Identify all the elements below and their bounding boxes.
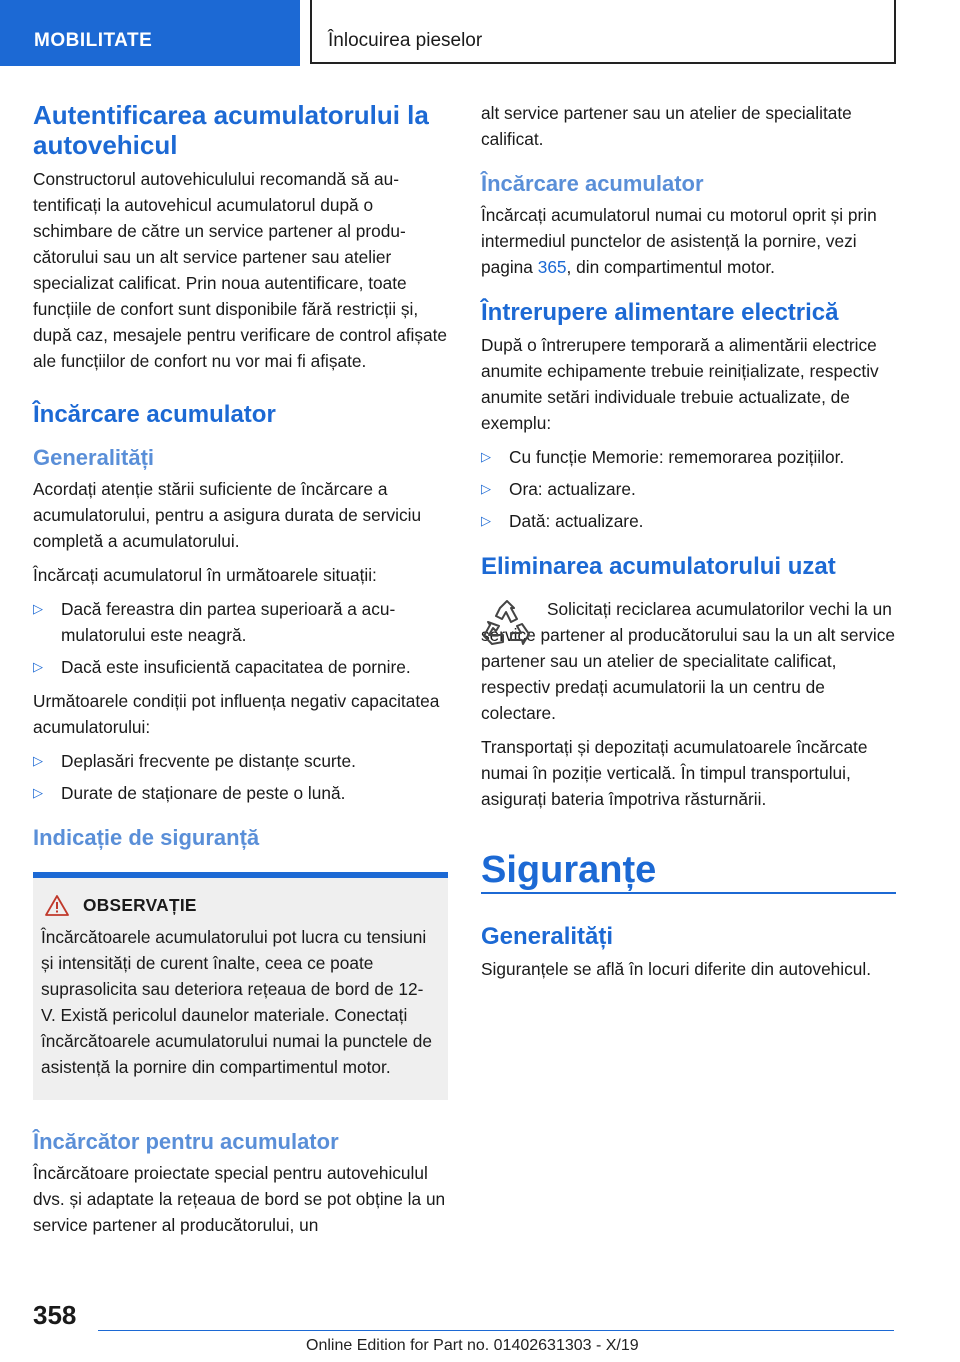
heading-battery-authentication: Autentificarea acumulatorului la autovehicul bbox=[33, 100, 429, 160]
list-item: ▷ Dacă fereastra din partea superioară a acumulatorului este neagră. bbox=[33, 596, 448, 648]
paragraph-conditions: Următoarele condiții pot influența negativ capacitatea acumulatorului: bbox=[33, 691, 440, 737]
paragraph-transport: Transportați și depozitați acumulatoarele încărcate numai în poziție verticală. În timpul transportului, asigurați bateria împotriva răsturnării. bbox=[481, 737, 868, 809]
triangle-right-icon: ▷ bbox=[481, 449, 491, 464]
paragraph-disposal: Solicitați reciclarea acumulatorilor vechi la un service partener al producătorului sau la un alt service partener sau un atelier de specialitate calificat, respectiv predați acumulatorii la un centru de colectare. bbox=[481, 599, 896, 723]
footer-edition: Online Edition for Part no. 01402631303 - X/19 bbox=[306, 1337, 639, 1354]
section-label: MOBILITATE bbox=[34, 30, 153, 51]
heading-battery-charging: Încărcare acumulator bbox=[33, 401, 276, 428]
list-item: ▷ Ora: actualizare. bbox=[481, 476, 896, 502]
heading-battery-charger: Încărcător pentru acumulator bbox=[33, 1129, 339, 1154]
list-item: ▷ Dată: actualizare. bbox=[481, 508, 896, 534]
chapter-title: Înlocuirea pieselor bbox=[328, 30, 483, 51]
warning-triangle-icon bbox=[45, 894, 69, 916]
heading-battery-disposal: Eliminarea acumulatorului uzat bbox=[481, 553, 836, 580]
triangle-right-icon: ▷ bbox=[33, 785, 43, 800]
left-column bbox=[33, 100, 448, 1246]
paragraph-charger: Încărcătoare proiectate special pentru autovehiculul dvs. și adaptate la rețeaua de bord se pot obține la un service partener al producătorului, un bbox=[33, 1163, 446, 1235]
list-item: ▷ Deplasări frecvente pe distanțe scurte. bbox=[33, 748, 448, 774]
triangle-right-icon: ▷ bbox=[481, 481, 491, 496]
paragraph-charging: Încărcați acumulatorul numai cu motorul oprit și prin intermediul punctelor de asistență la pornire, vezi pagina 365, din compartimentul motor. bbox=[481, 205, 877, 277]
triangle-right-icon: ▷ bbox=[481, 513, 491, 528]
paragraph-power: După o întrerupere temporară a alimentării electrice anumite echipamente trebuie reinițializate, respectiv anumite setări individuale trebuie actualizate, de exemplu: bbox=[481, 335, 879, 433]
paragraph-fuses: Siguranțele se află în locuri diferite din autovehicul. bbox=[481, 959, 872, 979]
triangle-right-icon: ▷ bbox=[33, 601, 43, 616]
heading-power-interruption: Întrerupere alimentare electrică bbox=[481, 299, 839, 326]
heading-fuses-general: Generalități bbox=[481, 923, 614, 950]
paragraph-authentication: Constructorul autovehiculului recomandă să autentificați la autovehicul acumulatorul după o schimbare de către un service partener al producătorului sau un alt service partener sau atelier specializat calificat. Prin noua autentificare, toate funcțiile de confort sunt disponibile fără restricții și, după caz, mesajele pentru verificare de control afișate ale funcțiilor de confort nu vor mai fi afișate. bbox=[33, 169, 448, 371]
situations-list bbox=[33, 596, 448, 680]
heading-fuses: Siguranțe bbox=[481, 849, 657, 891]
paragraph-continued: alt service partener sau un atelier de specialitate calificat. bbox=[481, 103, 852, 149]
warning-label: OBSERVAȚIE bbox=[83, 894, 197, 915]
warning-header bbox=[41, 894, 434, 916]
triangle-right-icon: ▷ bbox=[33, 659, 43, 674]
paragraph-general: Acordați atenție stării suficiente de încărcare a acumulatorului, pentru a asigura durata de serviciu completă a acumulatorului. bbox=[33, 479, 422, 551]
page-number: 358 bbox=[33, 1300, 77, 1330]
list-item: ▷ Cu funcție Memorie: rememorarea pozițiilor. bbox=[481, 444, 896, 470]
list-item: ▷ Durate de staționare de peste o lună. bbox=[33, 780, 448, 806]
section-tab bbox=[0, 0, 300, 66]
warning-box bbox=[33, 872, 448, 1100]
power-items-list bbox=[481, 444, 896, 534]
triangle-right-icon: ▷ bbox=[33, 753, 43, 768]
heading-general: Generalități bbox=[33, 445, 155, 470]
recycle-icon bbox=[481, 598, 533, 650]
chapter-title-box bbox=[310, 0, 896, 64]
disposal-block bbox=[481, 596, 896, 726]
heading-battery-charging-2: Încărcare acumulator bbox=[481, 171, 704, 196]
paragraph-situations: Încărcați acumulatorul în următoarele situații: bbox=[33, 565, 377, 585]
footer-rule bbox=[98, 1330, 894, 1331]
list-item: ▷ Dacă este insuficientă capacitatea de pornire. bbox=[33, 654, 448, 680]
right-column bbox=[481, 100, 896, 990]
page-link[interactable]: 365 bbox=[537, 257, 567, 277]
warning-text: Încărcătoarele acumulatorului pot lucra cu tensiuni și intensități de curent înalte, ceea ce poate suprasolicita sau deteriora rețeaua de bord de 12-V. Există pericolul daunelor materiale. Conectați încărcătoarele acumulatorului numai la punctele de asistență la pornire din compartimentul motor. bbox=[41, 927, 432, 1077]
conditions-list bbox=[33, 748, 448, 806]
heading-safety-note: Indicație de siguranță bbox=[33, 825, 260, 850]
